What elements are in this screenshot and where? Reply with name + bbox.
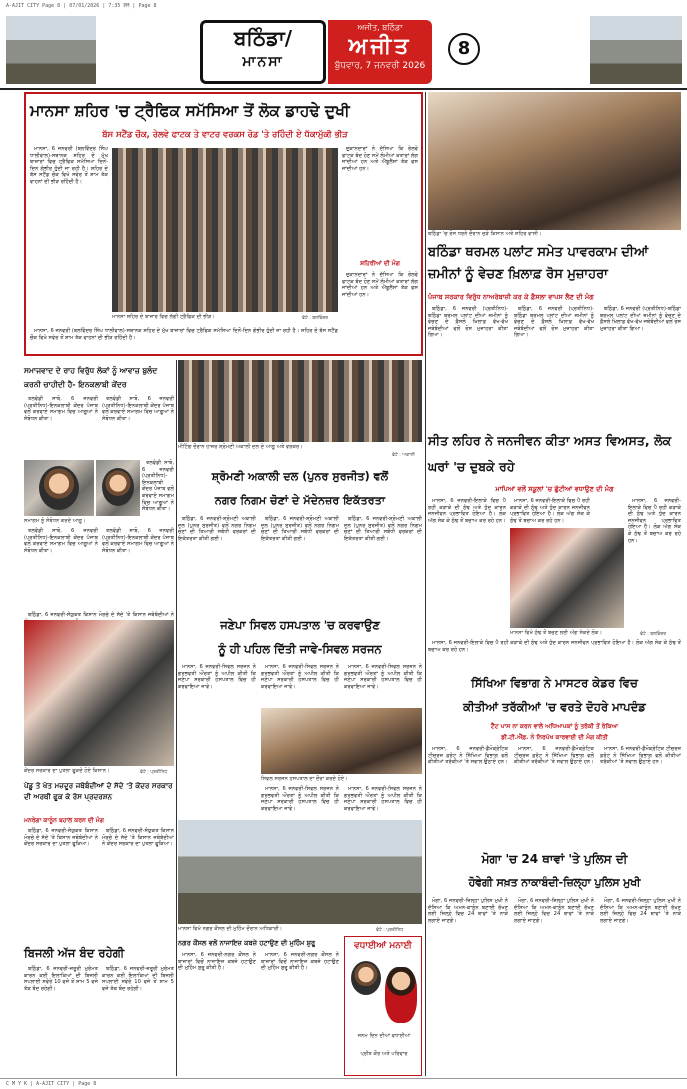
hospital-body-col1: ਮਾਨਸਾ, 6 ਜਨਵਰੀ-ਸਿਵਲ ਸਰਜਨ ਨੇ ਗਰਭਵਤੀ ਔਰਤਾਂ ਨੂੰ ਅਪੀਲ ਕੀਤੀ ਕਿ ਜਣੇਪਾ ਸਰਕਾਰੀ ਹਸਪਤਾਲ ਵਿਚ ਹੀ ਕਰਵਾਇਆ ਜਾਵੇ। [178, 664, 256, 690]
lead-story-box [24, 92, 423, 356]
police-headline-1: ਮੋਗਾ 'ਚ 24 ਥਾਵਾਂ 'ਤੇ ਪੁਲਿਸ ਦੀ [481, 852, 628, 866]
paper-name-box [328, 20, 432, 84]
akali-body-col2: ਬਠਿੰਡਾ, 6 ਜਨਵਰੀ-ਸ਼੍ਰੋਮਣੀ ਅਕਾਲੀ ਦਲ (ਪੁਨਰ ਸੁਰਜੀਤ) ਵਲੋਂ ਨਗਰ ਨਿਗਮ ਚੋਣਾਂ ਦੀ ਤਿਆਰੀ ਸਬੰਧੀ ਵਰਕਰਾਂ ਦੀ ਇਕੱਤਰਤਾ ਕੀਤੀ ਗਈ। [261, 516, 339, 542]
hospital-headline-2: ਨੂੰ ਹੀ ਪਹਿਲ ਦਿੱਤੀ ਜਾਵੇ-ਸਿਵਲ ਸਰਜਨ [218, 642, 382, 656]
police-body-col3: ਮੋਗਾ, 6 ਜਨਵਰੀ-ਜ਼ਿਲ੍ਹਾ ਪੁਲਿਸ ਮੁਖੀ ਨੇ ਦੱਸਿਆ ਕਿ ਅਮਨ-ਕਾਨੂੰਨ ਬਣਾਈ ਰੱਖਣ ਲਈ ਜ਼ਿਲ੍ਹੇ ਵਿਚ 24 ਥਾਵਾਂ 'ਤੇ ਨਾਕੇ ਲਗਾਏ ਜਾਣਗੇ। [600, 898, 681, 924]
council-body-col1: ਮਾਨਸਾ, 6 ਜਨਵਰੀ-ਨਗਰ ਕੌਂਸਲ ਨੇ ਬਾਜ਼ਾਰਾਂ ਵਿਚੋਂ ਨਾਜਾਇਜ਼ ਕਬਜ਼ੇ ਹਟਾਉਣ ਦੀ ਮੁਹਿੰਮ ਸ਼ੁਰੂ ਕੀਤੀ ਹੈ। [178, 952, 256, 972]
samajwad-body-col4: ਤਲਵੰਡੀ ਸਾਬੋ, 6 ਜਨਵਰੀ (ਪ੍ਰਤੀਨਿਧ)-ਇਨਕਲਾਬੀ ਕੇਂਦਰ ਪੰਜਾਬ ਵਲੋਂ ਕਰਵਾਏ ਸਮਾਗਮ ਵਿਚ ਆਗੂਆਂ ਨੇ ਸੰਬੋਧਨ ਕੀਤਾ। [24, 528, 98, 554]
masthead-right-photo [590, 16, 682, 84]
cold-body-col1: ਮਾਨਸਾ, 6 ਜਨਵਰੀ-ਇਲਾਕੇ ਵਿਚ ਪੈ ਰਹੀ ਕੜਾਕੇ ਦੀ ਠੰਢ ਅਤੇ ਧੁੰਦ ਕਾਰਨ ਜਨਜੀਵਨ ਪ੍ਰਭਾਵਿਤ ਹੋਇਆ ਹੈ। ਲੋਕ ਅੱਗ ਸੇਕ ਕੇ ਠੰਢ ਤੋਂ ਬਚਾਅ ਕਰ ਰਹੇ ਹਨ। [428, 498, 506, 524]
akali-photo-credit: ਫੋਟੋ : ਅਕਾਲੀ [392, 453, 415, 458]
protest-photo-caption: ਬਠਿੰਡਾ 'ਚ ਰੋਸ ਧਰਨੇ ਦੌਰਾਨ ਜੁੜੇ ਕਿਸਾਨ ਅਤੇ ਸ਼ਹਿਰ ਵਾਸੀ। [428, 231, 542, 237]
lead-body-right: ਦੁਕਾਨਦਾਰਾਂ ਨੇ ਦੱਸਿਆ ਕਿ ਰੇਲਵੇ ਫਾਟਕ ਬੰਦ ਹੋਣ ਸਮੇਂ ਲੰਮੀਆਂ ਕਤਾਰਾਂ ਲੱਗ ਜਾਂਦੀਆਂ ਹਨ ਅਤੇ ਐਂਬੂਲੈਂਸਾਂ ਤੱਕ ਫਸ ਜਾਂਦੀਆਂ ਹਨ। [342, 146, 419, 172]
masthead-left-photo [6, 16, 96, 84]
hospital-photo-caption: ਸਿਵਲ ਸਰਜਨ ਹਸਪਤਾਲ ਦਾ ਦੌਰਾ ਕਰਦੇ ਹੋਏ। [261, 776, 348, 782]
farmers-body-col1: ਬਠਿੰਡਾ, 6 ਜਨਵਰੀ-ਸੰਯੁਕਤ ਕਿਸਾਨ ਮੋਰਚੇ ਦੇ ਸੱਦੇ 'ਤੇ ਕਿਸਾਨ ਜਥੇਬੰਦੀਆਂ ਨੇ ਕੇਂਦਰ ਸਰਕਾਰ ਦਾ ਪੁਤਲਾ ਫੂਕਿਆ। [24, 828, 98, 848]
protest-photo [428, 92, 681, 230]
farmers-subheadline: ਮਨਰੇਗਾ ਕਾਨੂੰਨ ਬਹਾਲ ਕਰਨ ਦੀ ਮੰਗ [24, 817, 104, 824]
lead-photo [112, 148, 338, 312]
council-headline: ਨਗਰ ਕੌਂਸਲ ਵਲੋਂ ਨਾਜਾਇਜ਼ ਕਬਜ਼ੇ ਹਟਾਉਣ ਦੀ ਮੁਹਿੰਮ ਸ਼ੁਰੂ [178, 939, 316, 947]
education-headline-2: ਕੀਤੀਆਂ ਤਰੱਕੀਆਂ 'ਚ ਵਰਤੇ ਦੋਹਰੇ ਮਾਪਦੰਡ [463, 700, 646, 714]
farmers-headline: ਪੇਂਡੂ ਤੇ ਖੇਤ ਮਜ਼ਦੂਰ ਜਥੇਬੰਦੀਆਂ ਦੇ ਸੱਦੇ 'ਤੇ ਕੇਂਦਰ ਸਰਕਾਰ ਦੀ ਅਰਥੀ ਫੂਕ ਕੇ ਰੋਸ ਪ੍ਰਦਰਸ਼ਨ [24, 781, 173, 801]
print-footer: C M Y K | A-AJIT CITY | Page 8 [0, 1078, 687, 1089]
akali-photo [178, 360, 422, 442]
lead-headline: ਮਾਨਸਾ ਸ਼ਹਿਰ 'ਚ ਟ੍ਰੈਫਿਕ ਸਮੱਸਿਆ ਤੋਂ ਲੋਕ ਡਾਹਢੇ ਦੁਖੀ [30, 102, 350, 120]
lead-subheadline: ਬੱਸ ਸਟੈਂਡ ਚੌਕ, ਰੇਲਵੇ ਫਾਟਕ ਤੇ ਵਾਟਰ ਵਰਕਸ ਰੋਡ 'ਤੇ ਰਹਿੰਦੀ ਏ ਧੱਕਾਮੁੱਕੀ ਭੀੜ [102, 129, 348, 139]
education-body-col2: ਮਾਨਸਾ, 6 ਜਨਵਰੀ-ਡੈਮੋਕ੍ਰੇਟਿਕ ਟੀਚਰਜ਼ ਫ਼ਰੰਟ ਨੇ ਸਿੱਖਿਆ ਵਿਭਾਗ ਵਲੋਂ ਕੀਤੀਆਂ ਤਰੱਕੀਆਂ 'ਤੇ ਸਵਾਲ ਉਠਾਏ ਹਨ। [514, 746, 594, 766]
hospital-body-col3: ਮਾਨਸਾ, 6 ਜਨਵਰੀ-ਸਿਵਲ ਸਰਜਨ ਨੇ ਗਰਭਵਤੀ ਔਰਤਾਂ ਨੂੰ ਅਪੀਲ ਕੀਤੀ ਕਿ ਜਣੇਪਾ ਸਰਕਾਰੀ ਹਸਪਤਾਲ ਵਿਚ ਹੀ ਕਰਵਾਇਆ ਜਾਵੇ। [344, 664, 422, 690]
samajwad-body-col3: ਤਲਵੰਡੀ ਸਾਬੋ, 6 ਜਨਵਰੀ (ਪ੍ਰਤੀਨਿਧ)-ਇਨਕਲਾਬੀ ਕੇਂਦਰ ਪੰਜਾਬ ਵਲੋਂ ਕਰਵਾਏ ਸਮਾਗਮ ਵਿਚ ਆਗੂਆਂ ਨੇ ਸੰਬੋਧਨ ਕੀਤਾ। [142, 460, 174, 513]
council-body-col2: ਮਾਨਸਾ, 6 ਜਨਵਰੀ-ਨਗਰ ਕੌਂਸਲ ਨੇ ਬਾਜ਼ਾਰਾਂ ਵਿਚੋਂ ਨਾਜਾਇਜ਼ ਕਬਜ਼ੇ ਹਟਾਉਣ ਦੀ ਮੁਹਿੰਮ ਸ਼ੁਰੂ ਕੀਤੀ ਹੈ। [261, 952, 339, 972]
farmers-photo-caption: ਕੇਂਦਰ ਸਰਕਾਰ ਦਾ ਪੁਤਲਾ ਫੂਕਦੇ ਹੋਏ ਕਿਸਾਨ। [24, 768, 110, 774]
samajwad-headline: ਸਮਾਜਵਾਦ ਦੇ ਰਾਹ ਵਿਰੁੱਧ ਲੋਕਾਂ ਨੂੰ ਆਵਾਜ਼ ਬੁਲੰਦ ਕਰਨੀ ਚਾਹੀਦੀ ਹੈ- ਇਨਕਲਾਬੀ ਕੇਂਦਰ [24, 366, 158, 389]
greeting-title: ਵਧਾਈਆਂ ਮਨਾਈ [354, 941, 412, 951]
column-rule-right [425, 92, 426, 1076]
lead-photo-caption: ਮਾਨਸਾ ਸ਼ਹਿਰ ਦੇ ਬਾਜ਼ਾਰ ਵਿਚ ਲੱਗੀ ਟ੍ਰੈਫਿਕ ਦੀ ਭੀੜ। [112, 314, 215, 320]
hospital-headline-1: ਜਣੇਪਾ ਸਿਵਲ ਹਸਪਤਾਲ 'ਚ ਕਰਵਾਉਣ [220, 618, 380, 632]
samajwad-body-col5: ਤਲਵੰਡੀ ਸਾਬੋ, 6 ਜਨਵਰੀ (ਪ੍ਰਤੀਨਿਧ)-ਇਨਕਲਾਬੀ ਕੇਂਦਰ ਪੰਜਾਬ ਵਲੋਂ ਕਰਵਾਏ ਸਮਾਗਮ ਵਿਚ ਆਗੂਆਂ ਨੇ ਸੰਬੋਧਨ ਕੀਤਾ। [102, 528, 174, 554]
samajwad-photo-1 [24, 460, 94, 516]
police-body-col2: ਮੋਗਾ, 6 ਜਨਵਰੀ-ਜ਼ਿਲ੍ਹਾ ਪੁਲਿਸ ਮੁਖੀ ਨੇ ਦੱਸਿਆ ਕਿ ਅਮਨ-ਕਾਨੂੰਨ ਬਣਾਈ ਰੱਖਣ ਲਈ ਜ਼ਿਲ੍ਹੇ ਵਿਚ 24 ਥਾਵਾਂ 'ਤੇ ਨਾਕੇ ਲਗਾਏ ਜਾਣਗੇ। [514, 898, 594, 924]
masthead [0, 12, 687, 90]
akali-headline-1: ਸ਼੍ਰੋਮਣੀ ਅਕਾਲੀ ਦਲ (ਪੁਨਰ ਸੁਰਜੀਤ) ਵਲੋਂ [211, 470, 389, 483]
paper-small-label: ਅਜੀਤ, ਬਠਿੰਡਾ [357, 23, 403, 32]
protest-body-col2: ਬਠਿੰਡਾ, 6 ਜਨਵਰੀ (ਪ੍ਰਤੀਨਿਧ)-ਬਠਿੰਡਾ ਥਰਮਲ ਪਲਾਂਟ ਦੀਆਂ ਜ਼ਮੀਨਾਂ ਨੂੰ ਵੇਚਣ ਦੇ ਫ਼ੈਸਲੇ ਖ਼ਿਲਾਫ਼ ਵੱਖ-ਵੱਖ ਜਥੇਬੰਦੀਆਂ ਵਲੋਂ ਰੋਸ ਮੁਜ਼ਾਹਰਾ ਕੀਤਾ ਗਿਆ। [514, 306, 594, 339]
farmers-photo [24, 620, 174, 766]
cold-body-bottom: ਮਾਨਸਾ, 6 ਜਨਵਰੀ-ਇਲਾਕੇ ਵਿਚ ਪੈ ਰਹੀ ਕੜਾਕੇ ਦੀ ਠੰਢ ਅਤੇ ਧੁੰਦ ਕਾਰਨ ਜਨਜੀਵਨ ਪ੍ਰਭਾਵਿਤ ਹੋਇਆ ਹੈ। ਲੋਕ ਅੱਗ ਸੇਕ ਕੇ ਠੰਢ ਤੋਂ ਬਚਾਅ ਕਰ ਰਹੇ ਹਨ। [428, 640, 681, 653]
hospital-body-col2: ਮਾਨਸਾ, 6 ਜਨਵਰੀ-ਸਿਵਲ ਸਰਜਨ ਨੇ ਗਰਭਵਤੀ ਔਰਤਾਂ ਨੂੰ ਅਪੀਲ ਕੀਤੀ ਕਿ ਜਣੇਪਾ ਸਰਕਾਰੀ ਹਸਪਤਾਲ ਵਿਚ ਹੀ ਕਰਵਾਇਆ ਜਾਵੇ। [261, 664, 339, 690]
education-body-col3: ਮਾਨਸਾ, 6 ਜਨਵਰੀ-ਡੈਮੋਕ੍ਰੇਟਿਕ ਟੀਚਰਜ਼ ਫ਼ਰੰਟ ਨੇ ਸਿੱਖਿਆ ਵਿਭਾਗ ਵਲੋਂ ਕੀਤੀਆਂ ਤਰੱਕੀਆਂ 'ਤੇ ਸਵਾਲ ਉਠਾਏ ਹਨ। [600, 746, 681, 766]
cold-subheadline: ਮਾਪਿਆਂ ਵਲੋਂ ਸਕੂਲਾਂ 'ਚ ਛੁੱਟੀਆਂ ਵਧਾਉਣ ਦੀ ਮੰਗ [495, 485, 614, 493]
cold-headline: ਸੀਤ ਲਹਿਰ ਨੇ ਜਨਜੀਵਨ ਕੀਤਾ ਅਸਤ ਵਿਅਸਤ, ਲੋਕ ਘਰਾਂ 'ਚ ਦੁਬਕੇ ਰਹੇ [428, 433, 672, 474]
council-photo [178, 820, 422, 924]
samajwad-body-col2: ਤਲਵੰਡੀ ਸਾਬੋ, 6 ਜਨਵਰੀ (ਪ੍ਰਤੀਨਿਧ)-ਇਨਕਲਾਬੀ ਕੇਂਦਰ ਪੰਜਾਬ ਵਲੋਂ ਕਰਵਾਏ ਸਮਾਗਮ ਵਿਚ ਆਗੂਆਂ ਨੇ ਸੰਬੋਧਨ ਕੀਤਾ। [102, 396, 174, 422]
council-photo-credit: ਫੋਟੋ : ਪ੍ਰਤੀਨਿਧ [376, 928, 404, 933]
protest-headline: ਬਠਿੰਡਾ ਥਰਮਲ ਪਲਾਂਟ ਸਮੇਤ ਪਾਵਰਕਾਮ ਦੀਆਂ ਜ਼ਮੀਨਾਂ ਨੂੰ ਵੇਚਣ ਖ਼ਿਲਾਫ਼ ਰੋਸ ਮੁਜ਼ਾਹਰਾ [428, 245, 649, 282]
electricity-body-col1: ਬਠਿੰਡਾ, 6 ਜਨਵਰੀ-ਜ਼ਰੂਰੀ ਮੁਰੰਮਤ ਕਾਰਨ ਕਈ ਇਲਾਕਿਆਂ ਦੀ ਬਿਜਲੀ ਸਪਲਾਈ ਸਵੇਰੇ 10 ਵਜੇ ਤੋਂ ਸ਼ਾਮ 5 ਵਜੇ ਤੱਕ ਬੰਦ ਰਹੇਗੀ। [24, 966, 98, 992]
police-headline-2: ਹੋਵੇਗੀ ਸਖ਼ਤ ਨਾਕਾਬੰਦੀ-ਜ਼ਿਲ੍ਹਾ ਪੁਲਿਸ ਮੁਖੀ [468, 876, 641, 889]
greeting-box [344, 936, 422, 1076]
page-number: 8 [448, 33, 480, 65]
akali-photo-caption: ਮੀਟਿੰਗ ਦੌਰਾਨ ਹਾਜ਼ਰ ਸ਼੍ਰੋਮਣੀ ਅਕਾਲੀ ਦਲ ਦੇ ਆਗੂ ਅਤੇ ਵਰਕਰ। [178, 444, 303, 450]
city-name-1: ਬਠਿੰਡਾ/ [233, 26, 293, 50]
greeting-names: ਪ੍ਰੀਤ ਕੌਰ ਅਤੇ ਪਰਿਵਾਰ [360, 1051, 408, 1057]
hospital-body-col4: ਮਾਨਸਾ, 6 ਜਨਵਰੀ-ਸਿਵਲ ਸਰਜਨ ਨੇ ਗਰਭਵਤੀ ਔਰਤਾਂ ਨੂੰ ਅਪੀਲ ਕੀਤੀ ਕਿ ਜਣੇਪਾ ਸਰਕਾਰੀ ਹਸਪਤਾਲ ਵਿਚ ਹੀ ਕਰਵਾਇਆ ਜਾਵੇ। [261, 786, 339, 812]
issue-date: ਬੁੱਧਵਾਰ, 7 ਜਨਵਰੀ 2026 [334, 61, 426, 71]
farmers-body-col2: ਬਠਿੰਡਾ, 6 ਜਨਵਰੀ-ਸੰਯੁਕਤ ਕਿਸਾਨ ਮੋਰਚੇ ਦੇ ਸੱਦੇ 'ਤੇ ਕਿਸਾਨ ਜਥੇਬੰਦੀਆਂ ਨੇ ਕੇਂਦਰ ਸਰਕਾਰ ਦਾ ਪੁਤਲਾ ਫੂਕਿਆ। [102, 828, 174, 848]
samajwad-body-col1: ਤਲਵੰਡੀ ਸਾਬੋ, 6 ਜਨਵਰੀ (ਪ੍ਰਤੀਨਿਧ)-ਇਨਕਲਾਬੀ ਕੇਂਦਰ ਪੰਜਾਬ ਵਲੋਂ ਕਰਵਾਏ ਸਮਾਗਮ ਵਿਚ ਆਗੂਆਂ ਨੇ ਸੰਬੋਧਨ ਕੀਤਾ। [24, 396, 98, 422]
cold-photo [510, 528, 624, 628]
greeting-portrait-2 [385, 967, 417, 1023]
cold-body-col3: ਮਾਨਸਾ, 6 ਜਨਵਰੀ-ਇਲਾਕੇ ਵਿਚ ਪੈ ਰਹੀ ਕੜਾਕੇ ਦੀ ਠੰਢ ਅਤੇ ਧੁੰਦ ਕਾਰਨ ਜਨਜੀਵਨ ਪ੍ਰਭਾਵਿਤ ਹੋਇਆ ਹੈ। ਲੋਕ ਅੱਗ ਸੇਕ ਕੇ ਠੰਢ ਤੋਂ ਬਚਾਅ ਕਰ ਰਹੇ ਹਨ। [628, 498, 681, 544]
lead-inset-body: ਦੁਕਾਨਦਾਰਾਂ ਨੇ ਦੱਸਿਆ ਕਿ ਰੇਲਵੇ ਫਾਟਕ ਬੰਦ ਹੋਣ ਸਮੇਂ ਲੰਮੀਆਂ ਕਤਾਰਾਂ ਲੱਗ ਜਾਂਦੀਆਂ ਹਨ ਅਤੇ ਐਂਬੂਲੈਂਸਾਂ ਤੱਕ ਫਸ ਜਾਂਦੀਆਂ ਹਨ। [342, 272, 419, 298]
speaker-portrait-2 [102, 468, 134, 506]
education-sub-2: ਡੀ.ਟੀ.ਐੱਫ਼. ਨੇ ਨਿਰਪੱਖ ਕਾਰਵਾਈ ਦੀ ਮੰਗ ਕੀਤੀ [501, 734, 608, 741]
samajwad-photo-2 [96, 460, 140, 516]
hospital-body-col5: ਮਾਨਸਾ, 6 ਜਨਵਰੀ-ਸਿਵਲ ਸਰਜਨ ਨੇ ਗਰਭਵਤੀ ਔਰਤਾਂ ਨੂੰ ਅਪੀਲ ਕੀਤੀ ਕਿ ਜਣੇਪਾ ਸਰਕਾਰੀ ਹਸਪਤਾਲ ਵਿਚ ਹੀ ਕਰਵਾਇਆ ਜਾਵੇ। [344, 786, 422, 812]
section-logo [200, 20, 432, 84]
cold-photo-credit: ਫੋਟੋ : ਬਲਵਿੰਦਰ [640, 632, 667, 637]
akali-headline-2: ਨਗਰ ਨਿਗਮ ਚੋਣਾਂ ਦੇ ਮੱਦੇਨਜ਼ਰ ਇਕੱਤਰਤਾ [214, 494, 386, 507]
city-name-2: ਮਾਨਸਾ [242, 54, 284, 70]
city-name-box [200, 20, 326, 84]
lead-photo-credit: ਫੋਟੋ : ਬਲਵਿੰਦਰ [302, 316, 329, 321]
electricity-headline: ਬਿਜਲੀ ਅੱਜ ਬੰਦ ਰਹੇਗੀ [24, 946, 125, 960]
akali-body-col1: ਬਠਿੰਡਾ, 6 ਜਨਵਰੀ-ਸ਼੍ਰੋਮਣੀ ਅਕਾਲੀ ਦਲ (ਪੁਨਰ ਸੁਰਜੀਤ) ਵਲੋਂ ਨਗਰ ਨਿਗਮ ਚੋਣਾਂ ਦੀ ਤਿਆਰੀ ਸਬੰਧੀ ਵਰਕਰਾਂ ਦੀ ਇਕੱਤਰਤਾ ਕੀਤੀ ਗਈ। [178, 516, 256, 542]
protest-body-col1: ਬਠਿੰਡਾ, 6 ਜਨਵਰੀ (ਪ੍ਰਤੀਨਿਧ)-ਬਠਿੰਡਾ ਥਰਮਲ ਪਲਾਂਟ ਦੀਆਂ ਜ਼ਮੀਨਾਂ ਨੂੰ ਵੇਚਣ ਦੇ ਫ਼ੈਸਲੇ ਖ਼ਿਲਾਫ਼ ਵੱਖ-ਵੱਖ ਜਥੇਬੰਦੀਆਂ ਵਲੋਂ ਰੋਸ ਮੁਜ਼ਾਹਰਾ ਕੀਤਾ ਗਿਆ। [428, 306, 508, 339]
farmers-body-top: ਬਠਿੰਡਾ, 6 ਜਨਵਰੀ-ਸੰਯੁਕਤ ਕਿਸਾਨ ਮੋਰਚੇ ਦੇ ਸੱਦੇ 'ਤੇ ਕਿਸਾਨ ਜਥੇਬੰਦੀਆਂ ਨੇ [28, 612, 174, 618]
cold-body-col2: ਮਾਨਸਾ, 6 ਜਨਵਰੀ-ਇਲਾਕੇ ਵਿਚ ਪੈ ਰਹੀ ਕੜਾਕੇ ਦੀ ਠੰਢ ਅਤੇ ਧੁੰਦ ਕਾਰਨ ਜਨਜੀਵਨ ਪ੍ਰਭਾਵਿਤ ਹੋਇਆ ਹੈ। ਲੋਕ ਅੱਗ ਸੇਕ ਕੇ ਠੰਢ ਤੋਂ ਬਚਾਅ ਕਰ ਰਹੇ ਹਨ। [510, 498, 590, 524]
lead-body-bottom: ਮਾਨਸਾ, 6 ਜਨਵਰੀ (ਬਲਵਿੰਦਰ ਸਿੰਘ ਧਾਲੀਵਾਲ)-ਸਥਾਨਕ ਸ਼ਹਿਰ ਦੇ ਮੁੱਖ ਬਾਜ਼ਾਰਾਂ ਵਿਚ ਟ੍ਰੈਫਿਕ ਸਮੱਸਿਆ ਦਿਨੋਂ-ਦਿਨ ਗੰਭੀਰ ਹੁੰਦੀ ਜਾ ਰਹੀ ਹੈ। ਸ਼ਹਿਰ ਦੇ ਬੱਸ ਸਟੈਂਡ ਚੌਕ ਵਿਖੇ ਸਵੇਰ ਤੋਂ ਸ਼ਾਮ ਤੱਕ ਵਾਹਨਾਂ ਦੀ ਭੀੜ ਰਹਿੰਦੀ ਹੈ। [30, 328, 338, 341]
akali-body-col3: ਬਠਿੰਡਾ, 6 ਜਨਵਰੀ-ਸ਼੍ਰੋਮਣੀ ਅਕਾਲੀ ਦਲ (ਪੁਨਰ ਸੁਰਜੀਤ) ਵਲੋਂ ਨਗਰ ਨਿਗਮ ਚੋਣਾਂ ਦੀ ਤਿਆਰੀ ਸਬੰਧੀ ਵਰਕਰਾਂ ਦੀ ਇਕੱਤਰਤਾ ਕੀਤੀ ਗਈ। [344, 516, 422, 542]
education-sub-1: ਟੈੱਟ ਪਾਸ ਨਾ ਕਰਨ ਵਾਲੇ ਅਧਿਆਪਕਾਂ ਨੂੰ ਤਰੱਕੀ ਤੋਂ ਰੋਕਿਆ [490, 723, 619, 730]
paper-name: ਅਜੀਤ [348, 34, 412, 59]
lead-body-left: ਮਾਨਸਾ, 6 ਜਨਵਰੀ (ਬਲਵਿੰਦਰ ਸਿੰਘ ਧਾਲੀਵਾਲ)-ਸਥਾਨਕ ਸ਼ਹਿਰ ਦੇ ਮੁੱਖ ਬਾਜ਼ਾਰਾਂ ਵਿਚ ਟ੍ਰੈਫਿਕ ਸਮੱਸਿਆ ਦਿਨੋਂ-ਦਿਨ ਗੰਭੀਰ ਹੁੰਦੀ ਜਾ ਰਹੀ ਹੈ। ਸ਼ਹਿਰ ਦੇ ਬੱਸ ਸਟੈਂਡ ਚੌਕ ਵਿਖੇ ਸਵੇਰ ਤੋਂ ਸ਼ਾਮ ਤੱਕ ਵਾਹਨਾਂ ਦੀ ਭੀੜ ਰਹਿੰਦੀ ਹੈ। [30, 146, 108, 185]
education-body-col1: ਮਾਨਸਾ, 6 ਜਨਵਰੀ-ਡੈਮੋਕ੍ਰੇਟਿਕ ਟੀਚਰਜ਼ ਫ਼ਰੰਟ ਨੇ ਸਿੱਖਿਆ ਵਿਭਾਗ ਵਲੋਂ ਕੀਤੀਆਂ ਤਰੱਕੀਆਂ 'ਤੇ ਸਵਾਲ ਉਠਾਏ ਹਨ। [428, 746, 508, 766]
cold-photo-caption: ਮਾਨਸਾ ਵਿਖੇ ਠੰਢ ਤੋਂ ਬਚਣ ਲਈ ਅੱਗ ਸੇਕਦੇ ਲੋਕ। [510, 630, 603, 636]
greeting-caption: ਜਨਮ ਦਿਨ ਦੀਆਂ ਵਧਾਈਆਂ [357, 1033, 411, 1039]
print-slug: A-AJIT CITY Page 8 | 07/01/2026 | 7:35 PM | Page 8 [6, 3, 157, 9]
education-headline-1: ਸਿੱਖਿਆ ਵਿਭਾਗ ਨੇ ਮਾਸਟਰ ਕੇਡਰ ਵਿਚ [471, 676, 638, 690]
samajwad-photo-caption: ਸਮਾਗਮ ਨੂੰ ਸੰਬੋਧਨ ਕਰਦੇ ਆਗੂ। [24, 518, 86, 524]
farmers-photo-credit: ਫੋਟੋ : ਪ੍ਰਤੀਨਿਧ [140, 770, 168, 775]
protest-body-col3: ਬਠਿੰਡਾ, 6 ਜਨਵਰੀ (ਪ੍ਰਤੀਨਿਧ)-ਬਠਿੰਡਾ ਥਰਮਲ ਪਲਾਂਟ ਦੀਆਂ ਜ਼ਮੀਨਾਂ ਨੂੰ ਵੇਚਣ ਦੇ ਫ਼ੈਸਲੇ ਖ਼ਿਲਾਫ਼ ਵੱਖ-ਵੱਖ ਜਥੇਬੰਦੀਆਂ ਵਲੋਂ ਰੋਸ ਮੁਜ਼ਾਹਰਾ ਕੀਤਾ ਗਿਆ। [600, 306, 681, 332]
speaker-portrait-1 [39, 466, 79, 510]
column-rule-left [176, 360, 177, 1076]
electricity-body-col2: ਬਠਿੰਡਾ, 6 ਜਨਵਰੀ-ਜ਼ਰੂਰੀ ਮੁਰੰਮਤ ਕਾਰਨ ਕਈ ਇਲਾਕਿਆਂ ਦੀ ਬਿਜਲੀ ਸਪਲਾਈ ਸਵੇਰੇ 10 ਵਜੇ ਤੋਂ ਸ਼ਾਮ 5 ਵਜੇ ਤੱਕ ਬੰਦ ਰਹੇਗੀ। [102, 966, 174, 992]
police-body-col1: ਮੋਗਾ, 6 ਜਨਵਰੀ-ਜ਼ਿਲ੍ਹਾ ਪੁਲਿਸ ਮੁਖੀ ਨੇ ਦੱਸਿਆ ਕਿ ਅਮਨ-ਕਾਨੂੰਨ ਬਣਾਈ ਰੱਖਣ ਲਈ ਜ਼ਿਲ੍ਹੇ ਵਿਚ 24 ਥਾਵਾਂ 'ਤੇ ਨਾਕੇ ਲਗਾਏ ਜਾਣਗੇ। [428, 898, 508, 924]
council-photo-caption: ਮਾਨਸਾ ਵਿਖੇ ਨਗਰ ਕੌਂਸਲ ਦੀ ਮੁਹਿੰਮ ਦੌਰਾਨ ਅਧਿਕਾਰੀ। [178, 926, 283, 932]
hospital-photo [261, 708, 422, 774]
lead-inset-heading: ਸ਼ਹਿਰੀਆਂ ਦੀ ਮੰਗ [360, 260, 400, 267]
protest-subheadline: ਪੰਜਾਬ ਸਰਕਾਰ ਵਿਰੁੱਧ ਨਾਅਰੇਬਾਜ਼ੀ ਕਰ ਕੇ ਫ਼ੈਸਲਾ ਵਾਪਸ ਲੈਣ ਦੀ ਮੰਗ [428, 293, 594, 301]
greeting-portrait-1 [351, 961, 381, 995]
